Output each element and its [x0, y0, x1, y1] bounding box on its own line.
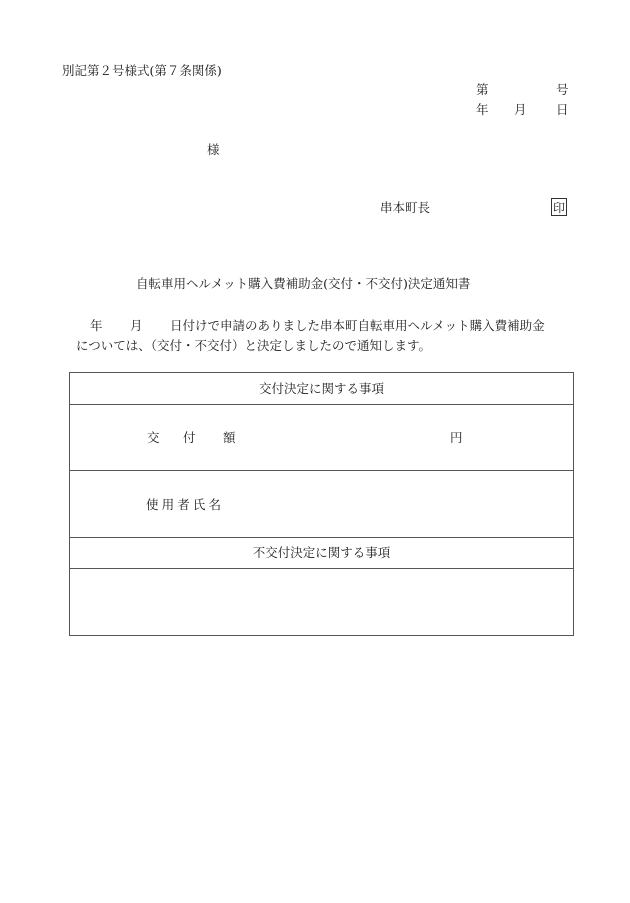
grant-amount-label-1: 交 — [147, 430, 160, 445]
form-number-label: 別記第２号様式(第７条関係) — [62, 63, 222, 78]
decision-table — [69, 372, 574, 636]
grant-amount-unit: 円 — [450, 430, 463, 445]
user-name-label: 使用者氏名 — [146, 497, 225, 512]
body-month: 月 — [130, 318, 143, 333]
nongrant-content-row — [70, 569, 573, 635]
grant-header: 交付決定に関する事項 — [258, 381, 384, 396]
number-suffix: 号 — [556, 82, 569, 97]
user-name-row — [70, 471, 573, 538]
nongrant-header-row — [70, 538, 573, 569]
seal-stamp: 印 — [551, 198, 567, 216]
grant-header-row — [70, 373, 573, 405]
grant-amount-label-3: 額 — [223, 430, 236, 445]
body-line-1-text: 日付けで申請のありました串本町自転車用ヘルメット購入費補助金 — [170, 318, 545, 333]
grant-amount-row — [70, 405, 573, 471]
body-year: 年 — [90, 318, 103, 333]
nongrant-header: 不交付決定に関する事項 — [252, 545, 391, 560]
date-month: 月 — [514, 102, 527, 117]
addressee-honorific: 様 — [207, 142, 220, 157]
date-day: 日 — [556, 102, 569, 117]
mayor-title: 串本町長 — [380, 200, 431, 215]
date-year: 年 — [476, 102, 489, 117]
document-title: 自転車用ヘルメット購入費補助金(交付・不交付)決定通知書 — [136, 276, 471, 291]
body-line-2: については、（交付・不交付）と決定しましたので通知します。 — [76, 338, 432, 353]
grant-amount-label-2: 付 — [183, 430, 196, 445]
number-prefix: 第 — [476, 82, 489, 97]
